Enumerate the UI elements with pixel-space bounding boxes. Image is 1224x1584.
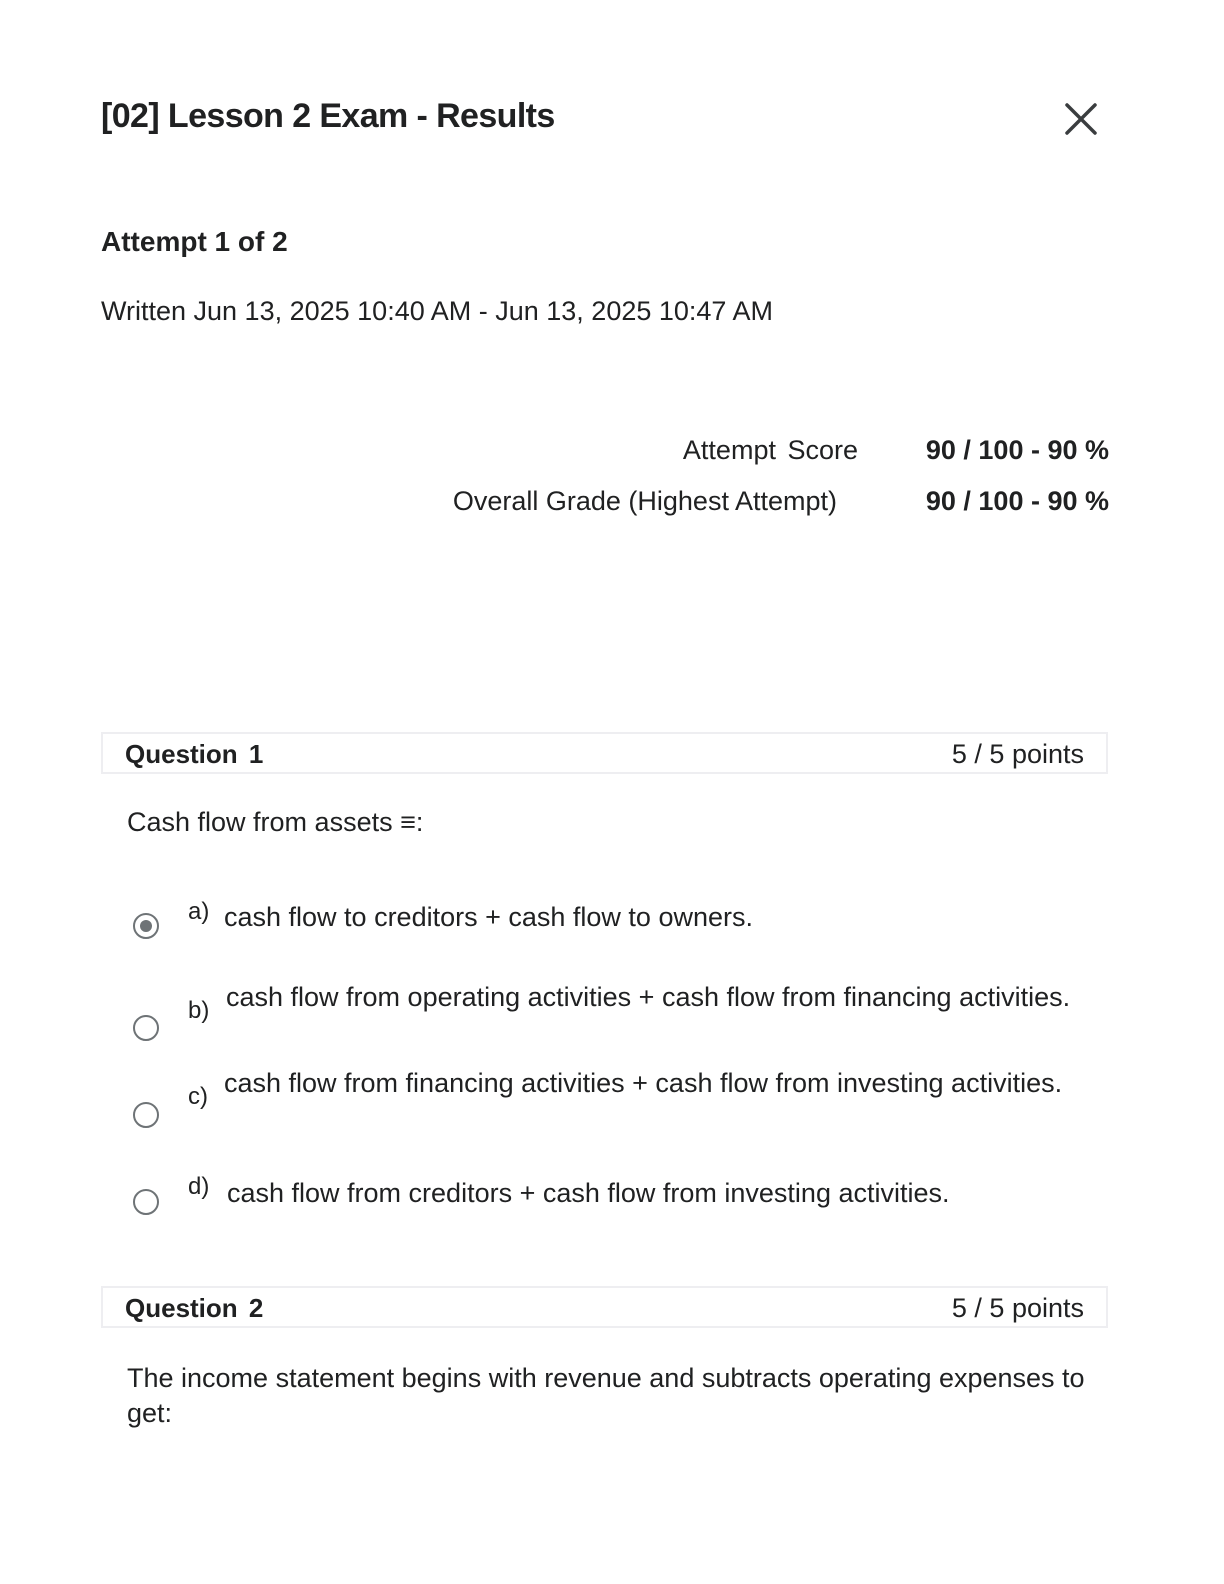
attempt-score-label: Attempt Score — [682, 435, 858, 465]
question-1-text: Cash flow from assets ≡: — [127, 807, 424, 837]
option-letter: d) — [188, 1173, 210, 1200]
question-2-text: The income statement begins with revenue and subtracts operating expenses to get: — [127, 1363, 1085, 1428]
question-1-option-b[interactable] — [133, 982, 1083, 1052]
question-1-header — [101, 732, 1108, 774]
close-button[interactable] — [1062, 100, 1100, 138]
option-letter: c) — [188, 1083, 208, 1110]
option-letter: b) — [188, 997, 210, 1024]
attempt-score-value: 90 / 100 - 90 % — [925, 435, 1109, 465]
question-1-option-a[interactable] — [133, 895, 1083, 965]
question-2-header — [101, 1286, 1108, 1328]
radio-button[interactable] — [133, 1015, 159, 1041]
overall-grade-label: Overall Grade (Highest Attempt) — [452, 486, 837, 516]
radio-button[interactable] — [133, 1189, 159, 1215]
option-letter: a) — [188, 898, 210, 925]
question-title: Question 2 — [125, 1293, 264, 1323]
option-text: cash flow from operating activities + cash flow from financing activities. — [226, 982, 1071, 1012]
page-title: [02] Lesson 2 Exam - Results — [101, 97, 555, 135]
question-points: 5 / 5 points — [951, 1293, 1084, 1323]
option-text: cash flow from creditors + cash flow from investing activities. — [227, 1178, 950, 1208]
option-text: cash flow from financing activities + cash flow from investing activities. — [224, 1068, 1063, 1098]
radio-button[interactable] — [133, 1102, 159, 1128]
question-title: Question 1 — [125, 739, 264, 769]
attempt-heading: Attempt 1 of 2 — [101, 226, 288, 257]
overall-grade-value: 90 / 100 - 90 % — [925, 486, 1109, 516]
written-timestamp: Written Jun 13, 2025 10:40 AM - Jun 13, 2025 10:47 AM — [101, 296, 773, 326]
close-icon — [1062, 100, 1100, 138]
radio-button-selected[interactable] — [133, 913, 159, 939]
question-1-option-c[interactable] — [133, 1068, 1083, 1138]
question-points: 5 / 5 points — [951, 739, 1084, 769]
question-1-option-d[interactable] — [133, 1172, 1083, 1242]
option-text: cash flow to creditors + cash flow to owners. — [224, 902, 753, 932]
